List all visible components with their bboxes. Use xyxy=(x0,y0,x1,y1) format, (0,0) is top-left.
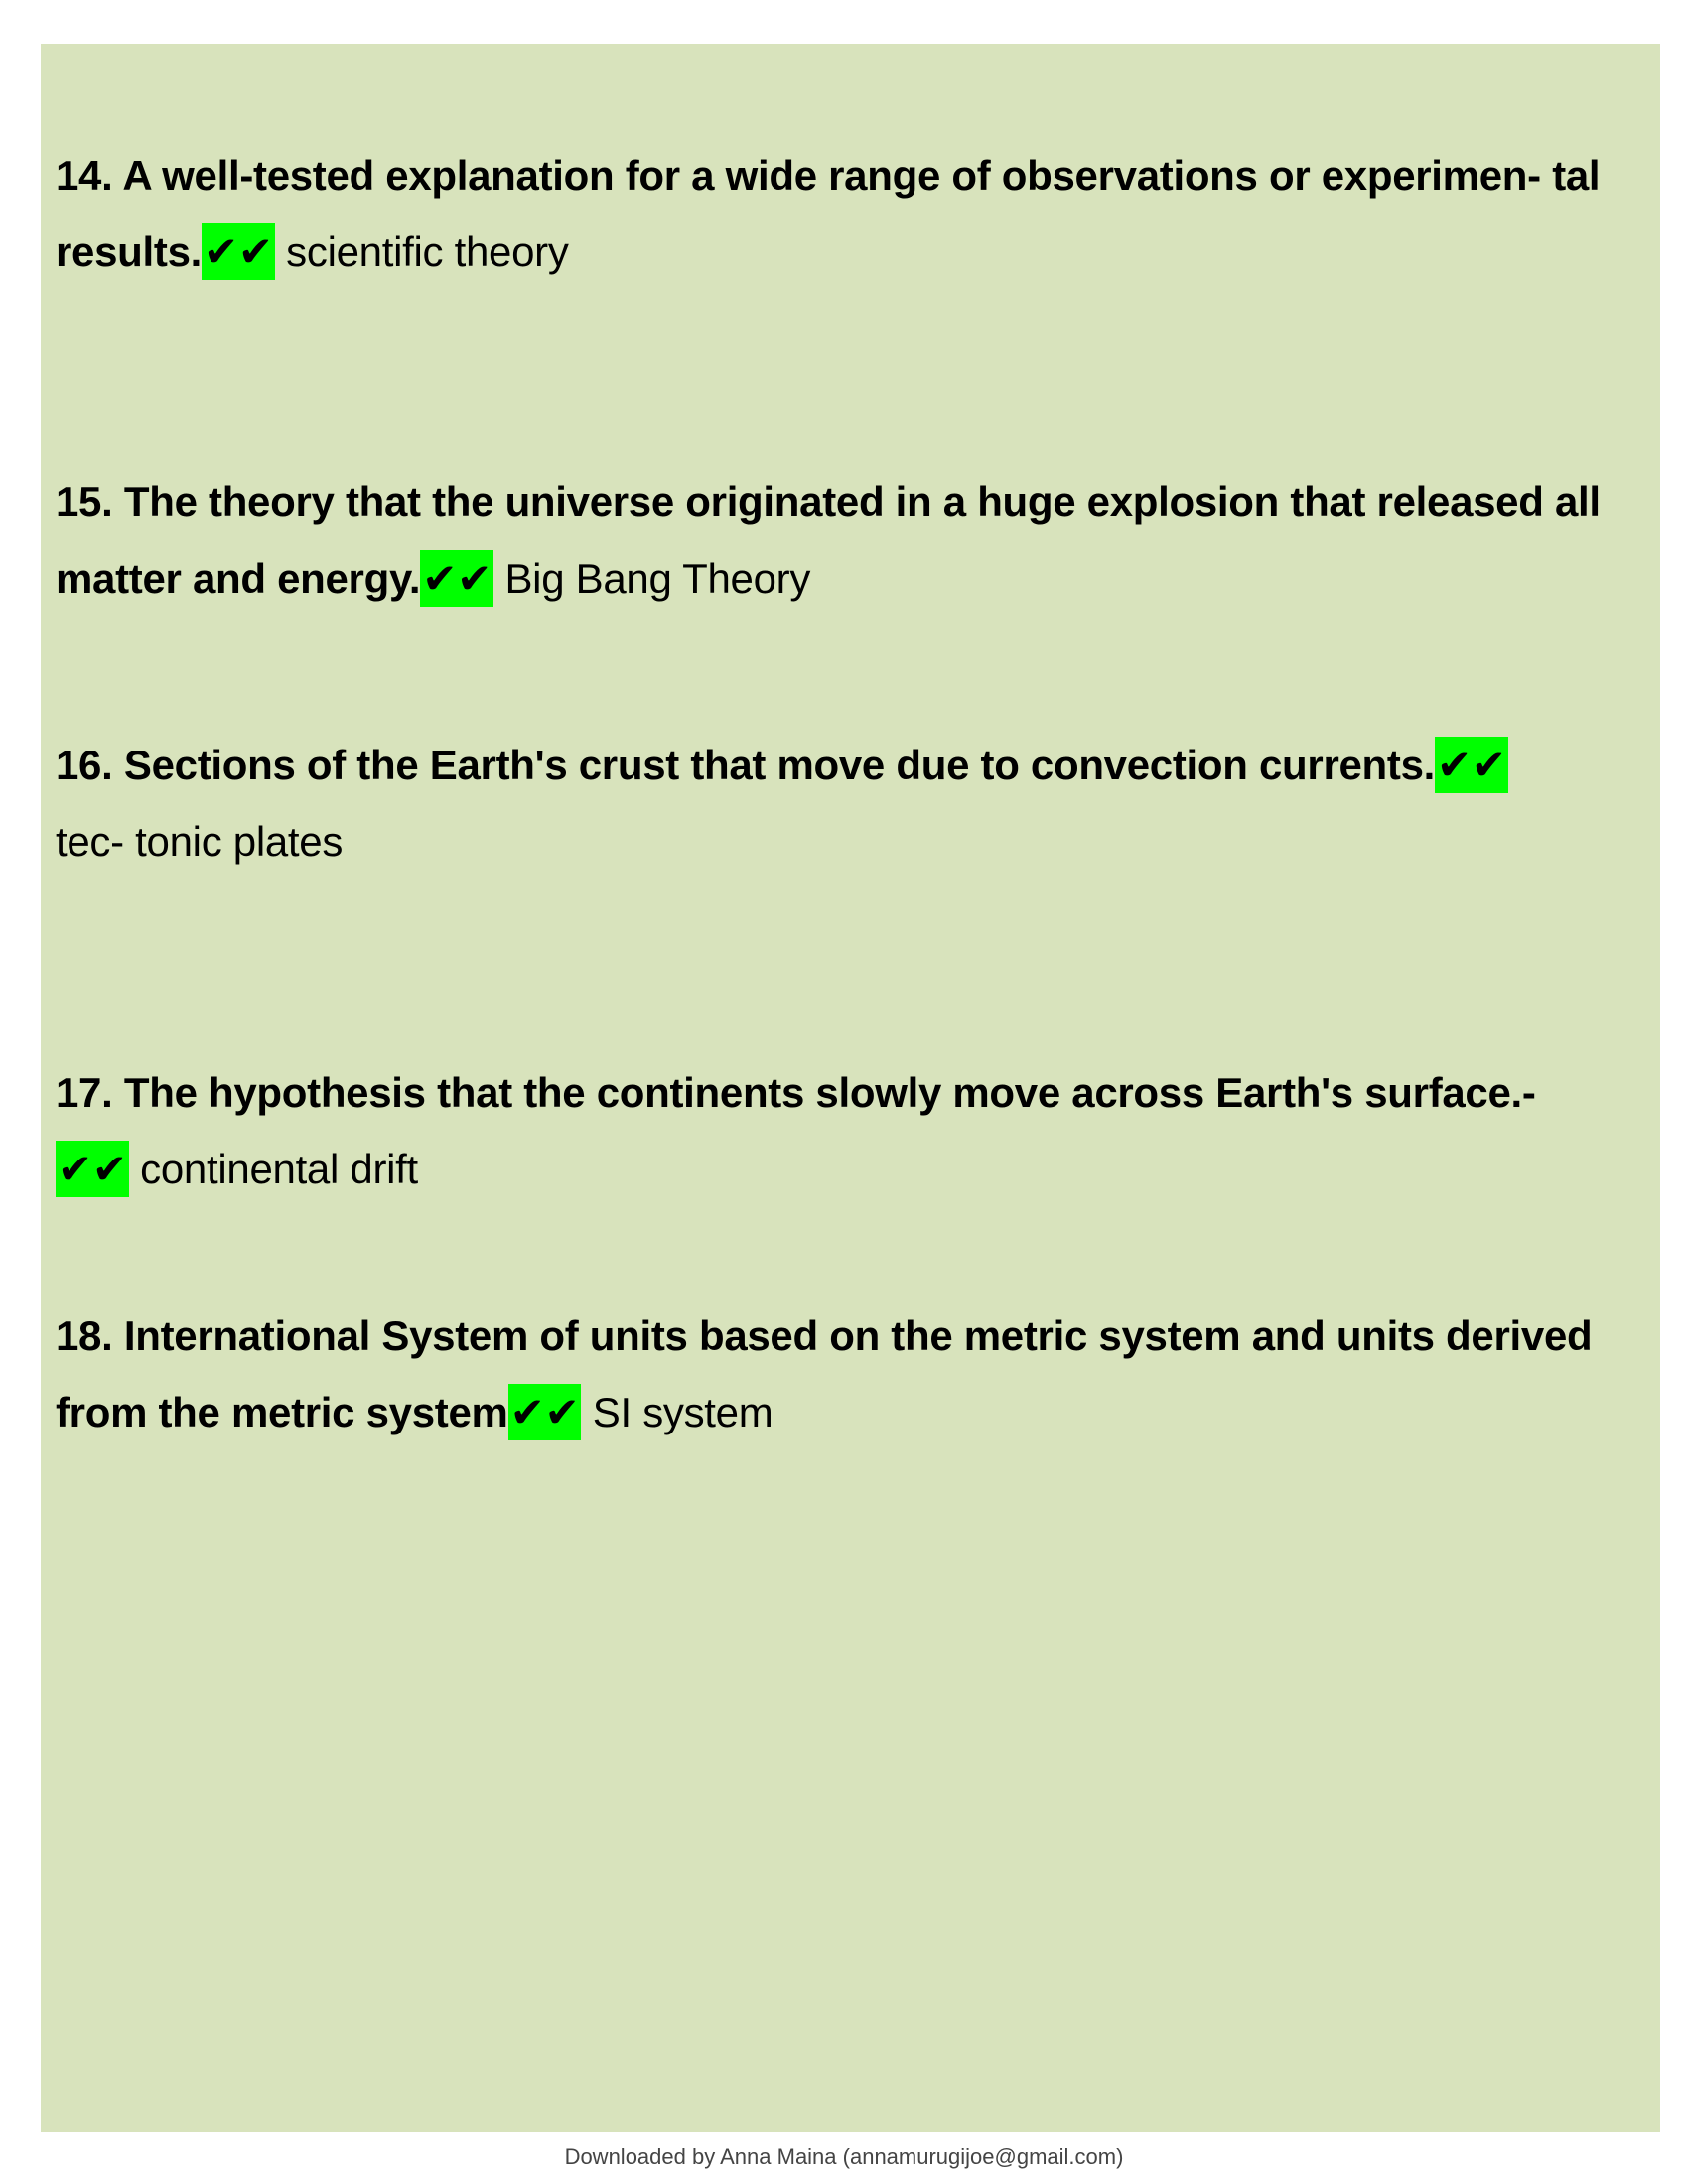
double-check-icon: ✔✔ xyxy=(1435,737,1508,793)
qa-item-18 xyxy=(56,1297,1644,1450)
double-check-icon: ✔✔ xyxy=(420,550,493,607)
question-number: 14. xyxy=(56,152,113,199)
answer-text: scientific theory xyxy=(286,228,569,275)
question-text xyxy=(56,1312,1592,1435)
qa-item-15 xyxy=(56,464,1644,616)
answer-text: tec- tonic plates xyxy=(56,818,344,865)
download-attribution-footer: Downloaded by Anna Maina (annamurugijoe@gmail.com) xyxy=(564,2144,1124,2169)
question-number: 18. xyxy=(56,1312,113,1359)
question-text xyxy=(56,742,1435,788)
double-check-icon: ✔✔ xyxy=(56,1141,129,1197)
double-check-icon: ✔✔ xyxy=(202,223,275,280)
question-number: 17. xyxy=(56,1069,113,1116)
answer-text: continental drift xyxy=(140,1146,418,1192)
qa-item-17 xyxy=(56,1054,1644,1207)
qa-item-16 xyxy=(56,727,1644,880)
question-body: The theory that the universe originated in a huge explosion that released all matter and energy. xyxy=(56,478,1601,602)
question-body: Sections of the Earth's crust that move due to convection currents. xyxy=(123,742,1436,788)
question-text xyxy=(56,478,1601,602)
question-number: 15. xyxy=(56,478,113,525)
question-text xyxy=(56,1069,1536,1116)
question-body: The hypothesis that the continents slowly move across Earth's surface.- xyxy=(123,1069,1536,1116)
question-body: A well-tested explanation for a wide range of observations or experimen- tal results. xyxy=(56,152,1601,275)
qa-item-14 xyxy=(56,137,1644,290)
question-body: International System of units based on the metric system and units derived from the metric system xyxy=(56,1312,1593,1435)
answer-text: SI system xyxy=(592,1389,774,1435)
answer-text: Big Bang Theory xyxy=(504,555,811,602)
question-number: 16. xyxy=(56,742,113,788)
double-check-icon: ✔✔ xyxy=(508,1384,582,1440)
